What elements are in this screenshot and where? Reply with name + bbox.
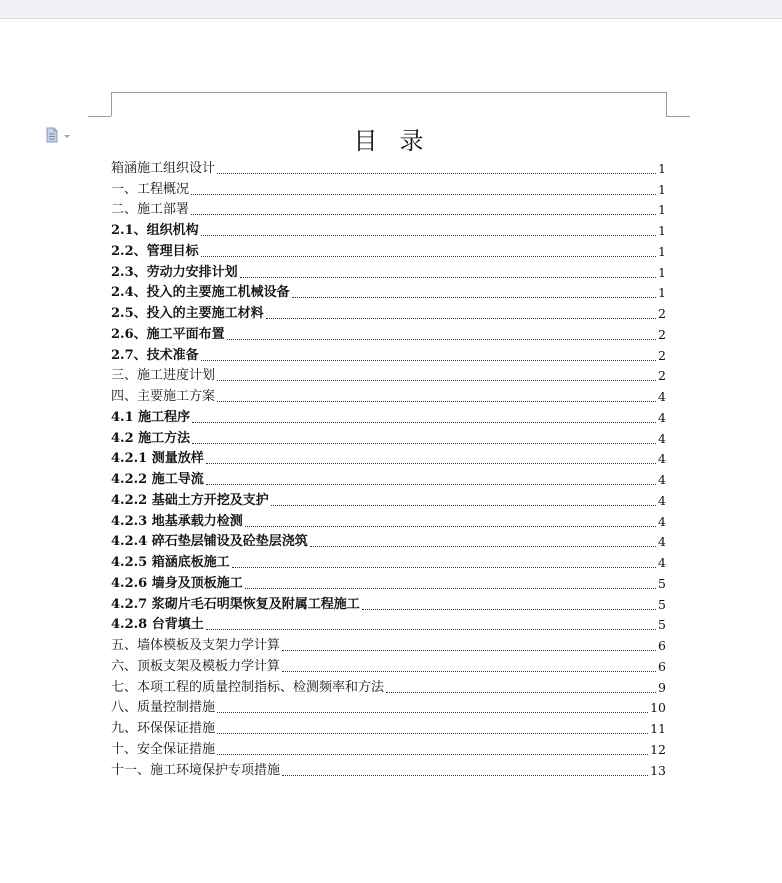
toc-entry[interactable]	[111, 345, 666, 366]
toc-entry-label: 4.2.2 基础土方开挖及支护	[111, 492, 269, 508]
toc-entry-page-number: 5	[658, 617, 666, 633]
toc-leader-dots	[201, 360, 656, 361]
toc-leader-dots	[191, 214, 656, 215]
toc-entry-label: 2.5、投入的主要施工材料	[111, 306, 264, 321]
right-corner-mark	[666, 92, 667, 116]
toc-entry-label: 七、本项工程的质量控制指标、检测频率和方法	[111, 679, 385, 695]
toc-entry-label: 2.4、投入的主要施工机械设备	[111, 285, 290, 301]
toc-entry[interactable]	[111, 158, 666, 179]
left-corner-mark	[111, 92, 112, 116]
toc-entry[interactable]	[111, 635, 666, 656]
toc-entry-page-number: 4	[658, 472, 666, 487]
toc-entry[interactable]	[111, 469, 666, 490]
toc-entry-label: 4.2.2 施工导流	[111, 472, 204, 487]
toc-entry-page-number: 10	[650, 700, 666, 716]
toc-entry-label: 4.2 施工方法	[111, 430, 191, 446]
toc-entry-page-number: 1	[658, 264, 666, 280]
toc-entry[interactable]	[111, 511, 666, 532]
toc-entry-label: 九、环保保证措施	[111, 721, 216, 736]
toc-leader-dots	[271, 505, 656, 506]
toc-leader-dots	[217, 401, 656, 402]
toc-entry[interactable]	[111, 739, 666, 760]
toc-entry[interactable]	[111, 200, 666, 221]
toc-leader-dots	[217, 173, 656, 174]
toc-entry-label: 二、施工部署	[111, 202, 190, 218]
toc-entry-label: 2.3、劳动力安排计划	[111, 264, 238, 280]
toc-entry-label: 四、主要施工方案	[111, 389, 216, 404]
toc-entry-page-number: 2	[658, 347, 666, 363]
toc-entry[interactable]	[111, 760, 666, 781]
toc-leader-dots	[227, 339, 656, 340]
toc-leader-dots	[217, 380, 656, 381]
toc-entry-label: 4.2.5 箱涵底板施工	[111, 555, 230, 570]
toc-entry-page-number: 4	[658, 451, 666, 467]
toc-entry-page-number: 6	[658, 658, 666, 674]
toc-entry-label: 三、施工进度计划	[111, 368, 216, 384]
toc-leader-dots	[206, 484, 656, 485]
toc-entry-page-number: 4	[658, 555, 666, 570]
toc-entry[interactable]	[111, 594, 666, 615]
toc-entry-page-number: 4	[658, 492, 666, 508]
toc-entry-page-number: 13	[650, 762, 666, 778]
toc-entry-page-number: 12	[650, 741, 666, 757]
toc-entry-label: 4.2.4 碎石垫层铺设及砼垫层浇筑	[111, 534, 308, 550]
left-corner-mark-horizontal	[88, 116, 111, 117]
toc-entry-label: 2.6、施工平面布置	[111, 326, 225, 342]
toc-entry-page-number: 11	[650, 721, 666, 736]
toc-entry-page-number: 2	[658, 368, 666, 384]
toc-entry-page-number: 1	[658, 223, 666, 238]
toc-leader-dots	[217, 733, 648, 734]
toc-entry-label: 2.1、组织机构	[111, 223, 199, 238]
toc-entry[interactable]	[111, 386, 666, 407]
toc-leader-dots	[282, 775, 648, 776]
toc-entry-page-number: 6	[658, 638, 666, 653]
toc-leader-dots	[201, 235, 656, 236]
toc-entry[interactable]	[111, 366, 666, 387]
toc-entry[interactable]	[111, 262, 666, 283]
top-toolbar-strip	[0, 0, 782, 19]
toc-leader-dots	[206, 629, 656, 630]
toc-entry-label: 2.7、技术准备	[111, 347, 199, 363]
toc-entry[interactable]	[111, 283, 666, 304]
toc-entry-page-number: 4	[658, 534, 666, 550]
toc-entry-label: 4.2.8 台背填土	[111, 617, 204, 633]
toc-leader-dots	[282, 671, 656, 672]
toc-leader-dots	[232, 567, 656, 568]
table-of-contents	[111, 158, 666, 781]
toc-entry[interactable]	[111, 532, 666, 553]
toc-entry-label: 4.2.1 测量放样	[111, 451, 204, 467]
toc-entry[interactable]	[111, 552, 666, 573]
toc-entry-label: 十一、施工环境保护专项措施	[111, 762, 281, 778]
toc-entry-page-number: 2	[658, 306, 666, 321]
toc-entry-page-number: 1	[658, 160, 666, 176]
toc-leader-dots	[240, 277, 656, 278]
toc-entry[interactable]	[111, 490, 666, 511]
toc-entry-label: 4.2.6 墙身及顶板施工	[111, 575, 243, 591]
toc-entry[interactable]	[111, 573, 666, 594]
toc-leader-dots	[245, 526, 656, 527]
toc-entry-page-number: 4	[658, 513, 666, 529]
toc-leader-dots	[386, 692, 656, 693]
toc-entry-page-number: 2	[658, 326, 666, 342]
toc-entry[interactable]	[111, 303, 666, 324]
toc-leader-dots	[292, 297, 656, 298]
toc-entry-label: 4.2.3 地基承载力检测	[111, 513, 243, 529]
toc-entry-label: 六、顶板支架及模板力学计算	[111, 658, 281, 674]
header-rule	[111, 92, 666, 93]
toc-entry[interactable]	[111, 615, 666, 636]
toc-leader-dots	[192, 443, 656, 444]
toc-entry-label: 八、质量控制措施	[111, 700, 216, 716]
toc-entry-page-number: 5	[658, 596, 666, 612]
toc-entry[interactable]	[111, 428, 666, 449]
toc-entry-label: 4.1 施工程序	[111, 409, 191, 425]
toc-leader-dots	[206, 463, 656, 464]
toc-entry-label: 2.2、管理目标	[111, 243, 199, 259]
toc-leader-dots	[217, 754, 648, 755]
toc-leader-dots	[192, 422, 656, 423]
page-title: 目录	[353, 127, 446, 155]
toc-entry-page-number: 1	[658, 285, 666, 301]
toc-entry[interactable]	[111, 324, 666, 345]
toc-entry-label: 4.2.7 浆砌片毛石明渠恢复及附属工程施工	[111, 596, 360, 612]
toc-leader-dots	[362, 609, 656, 610]
toc-entry-page-number: 4	[658, 389, 666, 404]
toc-entry-label: 十、安全保证措施	[111, 741, 216, 757]
toc-entry[interactable]	[111, 718, 666, 739]
toc-entry-page-number: 1	[658, 202, 666, 218]
toc-entry[interactable]	[111, 241, 666, 262]
toc-leader-dots	[310, 546, 656, 547]
toc-entry-label: 箱涵施工组织设计	[111, 160, 216, 176]
toc-entry-page-number: 4	[658, 430, 666, 446]
toc-entry[interactable]	[111, 677, 666, 698]
toc-leader-dots	[217, 712, 648, 713]
toc-entry[interactable]	[111, 449, 666, 470]
toc-entry-page-number: 5	[658, 575, 666, 591]
toc-entry[interactable]	[111, 179, 666, 200]
toc-entry-page-number: 9	[658, 679, 666, 695]
toc-entry[interactable]	[111, 656, 666, 677]
toc-leader-dots	[191, 194, 656, 195]
toc-entry[interactable]	[111, 220, 666, 241]
toc-entry-page-number: 1	[658, 243, 666, 259]
toc-entry-page-number: 1	[658, 181, 666, 197]
document-icon[interactable]	[45, 127, 73, 143]
toc-leader-dots	[245, 588, 656, 589]
toc-entry-label: 五、墙体模板及支架力学计算	[111, 638, 281, 653]
toc-leader-dots	[266, 318, 656, 319]
toc-entry[interactable]	[111, 698, 666, 719]
toc-entry[interactable]	[111, 407, 666, 428]
toc-leader-dots	[282, 650, 656, 651]
toc-entry-page-number: 4	[658, 409, 666, 425]
toc-leader-dots	[201, 256, 656, 257]
toc-entry-label: 一、工程概况	[111, 181, 190, 197]
right-corner-mark-horizontal	[666, 116, 690, 117]
